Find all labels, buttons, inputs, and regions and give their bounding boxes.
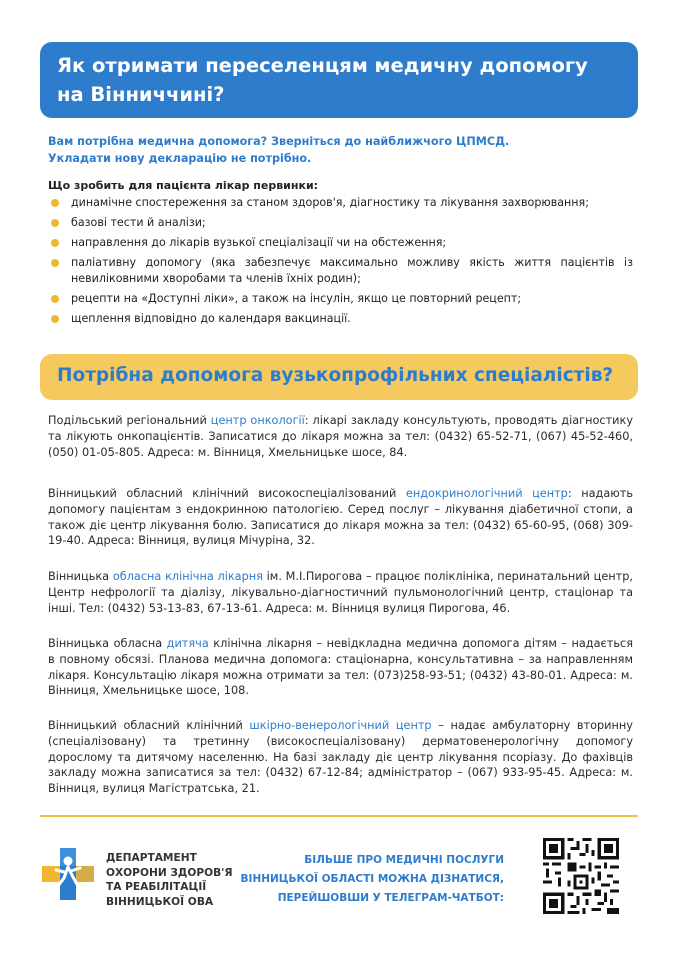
list-item: рецепти на «Доступні ліки», а також на інсулін, якщо це повторний рецепт; bbox=[48, 291, 633, 307]
department-name: ДЕПАРТАМЕНТ ОХОРОНИ ЗДОРОВ'Я ТА РЕАБІЛІТАЦІЇ ВІННИЦЬКОЇ ОВА bbox=[106, 852, 233, 908]
footer-divider bbox=[40, 815, 638, 817]
todo-title: Що зробить для пацієнта лікар первинки: bbox=[48, 179, 319, 192]
bullet-icon bbox=[51, 219, 59, 227]
list-item: паліативну допомогу (яка забезпечує максимально можливу якість життя пацієнтів із невиліковними хворобами та членів їхніх родин); bbox=[48, 255, 633, 287]
bullet-icon bbox=[51, 259, 59, 267]
bullet-icon bbox=[51, 239, 59, 247]
endocrinology-link[interactable]: ендокринологічний центр bbox=[405, 487, 568, 500]
title-line-2: на Вінниччині? bbox=[57, 83, 225, 106]
telegram-chatbot-note: БІЛЬШЕ ПРО МЕДИЧНІ ПОСЛУГИ ВІННИЦЬКОЇ ОБЛАСТІ МОЖНА ДІЗНАТИСЯ, ПЕРЕЙШОВШИ У ТЕЛЕГРАМ-ЧАТБОТ: bbox=[240, 854, 504, 904]
specialist-children-hospital: Вінницька обласна дитяча клінічна лікарня – невідкладна медична допомога дітям – надається в повному обсязі. Планова медична допомога: стаціонарна, консультативна – за направленням лікаря. Консультацію лікаря можна отримати за тел: (073)258-93-51; (0432) 43-80-01. Адреса: м. Вінниця, Хмельницьке шосе, 108. bbox=[48, 637, 633, 698]
specialist-dermatology: Вінницький обласний клінічний шкірно-венерологічний центр – надає амбулаторну вторинну (спеціалізовану) та третинну (високоспеціалізовану) дерматовенерологічну допомогу дорослому та дитячому населенню. На базі закладу діє центр лікування псоріазу. До фахівців закладу можна записатися за тел: (0432) 67-12-84; адміністратор – (067) 933-95-45. Адреса: м. Вінниця, вулиця Магістратська, 21. bbox=[48, 719, 633, 796]
intro-text bbox=[48, 133, 638, 167]
title-banner bbox=[40, 42, 638, 118]
bullet-icon bbox=[51, 295, 59, 303]
title-line-1: Як отримати переселенцям медичну допомогу bbox=[57, 54, 588, 77]
specialist-endocrinology: Вінницький обласний клінічний високоспеціалізований ендокринологічний центр: надають допомогу пацієнтам з ендокринною патологією. Серед послуг – лікування діабетичної стопи, а також діє центр лікування болю. Записатися до лікаря можна за тел: (0432) 65-60-95, (068) 309-19-40. Адреса: Вінниця, вулиця Мічуріна, 32. bbox=[48, 487, 634, 548]
list-item: щеплення відповідно до календаря вакцинації. bbox=[48, 311, 633, 327]
list-item: базові тести й аналізи; bbox=[48, 215, 633, 231]
dermatology-link[interactable]: шкірно-венерологічний центр bbox=[249, 719, 432, 732]
todo-list bbox=[48, 195, 633, 331]
list-item: динамічне спостереження за станом здоров'я, діагностику та лікування захворювання; bbox=[48, 195, 633, 211]
bullet-icon bbox=[51, 315, 59, 323]
children-hospital-link[interactable]: дитяча bbox=[166, 637, 209, 650]
health-department-logo-icon bbox=[40, 846, 96, 902]
oncology-link[interactable]: центр онкології bbox=[210, 414, 305, 427]
qr-code-icon[interactable] bbox=[543, 838, 619, 914]
section-title: Потрібна допомога вузькопрофільних спеціалістів? bbox=[40, 354, 638, 400]
regional-hospital-link[interactable]: обласна клінічна лікарня bbox=[112, 570, 263, 583]
list-item: направлення до лікарів вузької спеціалізації чи на обстеження; bbox=[48, 235, 633, 251]
intro-line-1: Вам потрібна медична допомога? Зверніться до найближчого ЦПМСД. bbox=[48, 135, 510, 148]
intro-line-2: Укладати нову декларацію не потрібно. bbox=[48, 152, 312, 165]
bullet-icon bbox=[51, 199, 59, 207]
specialist-regional-hospital: Вінницька обласна клінічна лікарня ім. М.І.Пирогова – працює поліклініка, перинатальний центр, Центр нефрології та діалізу, лікувально-діагностичний пульмонологічний центр, стаціонар та інші. Тел: (0432) 53-13-83, 67-13-61. Адреса: м. Вінниця вулиця Пирогова, 46. bbox=[48, 570, 634, 615]
specialist-oncology: Подільський регіональний центр онкології: лікарі закладу консультують, проводять діагностику та лікують онкопацієнтів. Записатися до лікаря можна за тел: (0432) 65-52-71, (067) 45-52-460, (050) 01-05-805. Адреса: м. Вінниця, Хмельницьке шосе, 84. bbox=[48, 414, 634, 459]
